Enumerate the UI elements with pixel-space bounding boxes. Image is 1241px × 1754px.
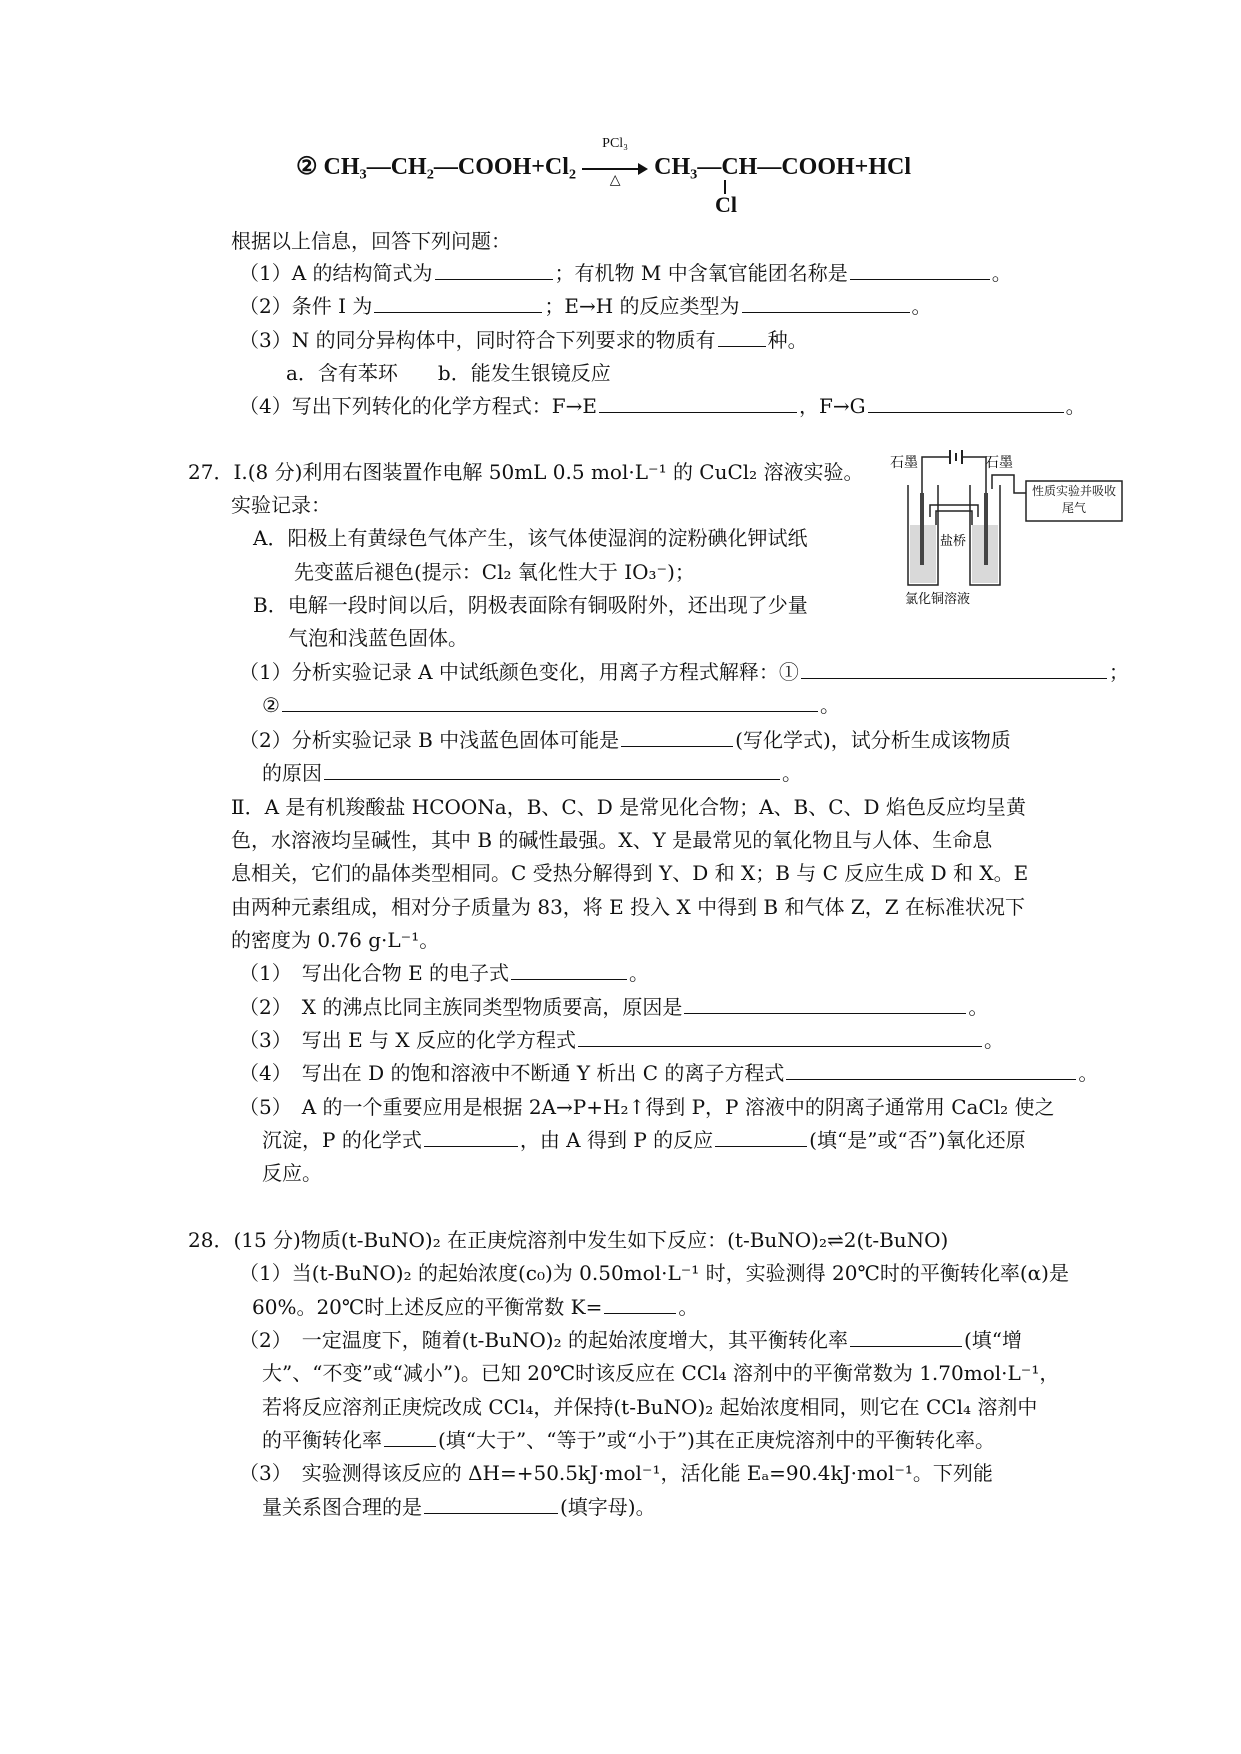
q26-part3: （3）N 的同分异构体中，同时符合下列要求的物质有 种。	[239, 328, 808, 352]
q27-record-A1: A．阳极上有黄绿色气体产生，该气体使湿润的淀粉碘化钾试纸	[253, 526, 808, 550]
q27-II-text5: 的密度为 0.76 g·L⁻¹。	[231, 928, 440, 952]
q28-heading: 28．(15 分)物质(t-BuNO)₂ 在正庚烷溶剂中发生如下反应：(t-BuNO)₂⇌2(t-BuNO)	[188, 1228, 949, 1252]
q27-I-2: （2）分析实验记录 B 中浅蓝色固体可能是 (写化学式)，试分析生成该物质	[239, 728, 1011, 752]
q26-part1: （1）A 的结构简式为 ；有机物 M 中含氧官能团名称是 。	[239, 261, 1012, 285]
equation-lhs: ② CH₃—CH₂—COOH+Cl₂	[296, 154, 577, 180]
equation-rhs: CH₃—CH—COOH+HCl	[654, 154, 911, 180]
q27-II-3: （3） 写出 E 与 X 反应的化学方程式 。	[239, 1028, 1004, 1052]
q28-part3b: 量关系图合理的是 (填字母)。	[262, 1495, 656, 1519]
q27-II-text1: Ⅱ．A 是有机羧酸盐 HCOONa，B、C、D 是常见化合物；A、B、C、D 焰色反应均呈黄	[231, 795, 1026, 819]
q27-II-text2: 色，水溶液均呈碱性，其中 B 的碱性最强。X、Y 是最常见的氧化物且与人体、生命息	[231, 828, 993, 852]
q27-I-1b: ② 。	[262, 693, 840, 717]
absorber-box-label: 性质实验并吸收尾气	[1031, 484, 1116, 515]
q27-II-text4: 由两种元素组成，相对分子质量为 83，将 E 投入 X 中得到 B 和气体 Z，Z 在标准状况下	[231, 895, 1025, 919]
substituent-cl: Cl	[715, 192, 737, 217]
q26-part4: （4）写出下列转化的化学方程式：F→E ，F→G 。	[239, 394, 1086, 418]
reaction-arrow	[582, 136, 648, 189]
left-electrode-label: 石墨	[890, 455, 918, 471]
salt-bridge-label: 盐桥	[940, 534, 967, 549]
q27-II-2: （2） X 的沸点比同主族同类型物质要高，原因是 。	[239, 995, 989, 1019]
q27-II-5c: 反应。	[262, 1161, 322, 1185]
q27-II-1: （1） 写出化合物 E 的电子式 。	[239, 961, 650, 985]
q27-record-B1: B．电解一段时间以后，阴极表面除有铜吸附外，还出现了少量	[253, 593, 808, 617]
q26-part2: （2）条件 I 为 ；E→H 的反应类型为 。	[239, 294, 932, 318]
q27-record-label: 实验记录：	[231, 493, 331, 517]
q28-part2c: 若将反应溶剂正庚烷改成 CCl₄，并保持(t-BuNO)₂ 起始浓度相同，则它在 CCl₄ 溶剂中	[262, 1395, 1038, 1419]
q27-record-B2: 气泡和浅蓝色固体。	[288, 626, 468, 650]
condition-label: △	[609, 173, 621, 189]
q27-II-text3: 息相关，它们的晶体类型相同。C 受热分解得到 Y、D 和 X；B 与 C 反应生成 D 和 X。E	[231, 861, 1029, 885]
q27-II-4: （4） 写出在 D 的饱和溶液中不断通 Y 析出 C 的离子方程式 。	[239, 1061, 1099, 1085]
intro-text: 根据以上信息，回答下列问题：	[231, 229, 511, 253]
electrolysis-apparatus-diagram	[890, 445, 1130, 605]
q27-I-2b: 的原因 。	[262, 761, 802, 785]
right-electrode-label: 石墨	[985, 455, 1013, 471]
catalyst-label: PCl₃	[602, 136, 629, 152]
reaction-equation	[296, 136, 911, 189]
q27-record-A2: 先变蓝后褪色(提示：Cl₂ 氧化性大于 IO₃⁻)；	[294, 560, 695, 584]
q28-part2d: 的平衡转化率 (填“大于”、“等于”或“小于”)其在正庚烷溶剂中的平衡转化率。	[262, 1428, 995, 1452]
q27-II-5b: 沉淀，P 的化学式 ，由 A 得到 P 的反应 (填“是”或“否”)氧化还原	[262, 1128, 1026, 1152]
q27-II-5: （5） A 的一个重要应用是根据 2A→P+H₂↑得到 P，P 溶液中的阴离子通常用 CaCl₂ 使之	[239, 1095, 1055, 1119]
q26-part3-options: a．含有苯环 b．能发生银镜反应	[286, 361, 611, 385]
q28-part2b: 大”、“不变”或“减小”)。已知 20℃时该反应在 CCl₄ 溶剂中的平衡常数为 1.70mol·L⁻¹，	[262, 1361, 1060, 1385]
q27-heading: 27．Ⅰ.(8 分)利用右图装置作电解 50mL 0.5 mol·L⁻¹ 的 CuCl₂ 溶液实验。	[188, 460, 864, 484]
q28-part1b: 60%。20℃时上述反应的平衡常数 K= 。	[252, 1295, 699, 1319]
q28-part2: （2） 一定温度下，随着(t-BuNO)₂ 的起始浓度增大，其平衡转化率 (填“增	[239, 1328, 1023, 1352]
q28-part3: （3） 实验测得该反应的 ΔH=+50.5kJ·mol⁻¹，活化能 Eₐ=90.4kJ·mol⁻¹。下列能	[239, 1461, 993, 1485]
q28-part1: （1）当(t-BuNO)₂ 的起始浓度(c₀)为 0.50mol·L⁻¹ 时，实验测得 20℃时的平衡转化率(α)是	[239, 1261, 1069, 1285]
solution-label: 氯化铜溶液	[905, 592, 971, 605]
q27-I-1: （1）分析实验记录 A 中试纸颜色变化，用离子方程式解释：① ；	[239, 660, 1129, 684]
